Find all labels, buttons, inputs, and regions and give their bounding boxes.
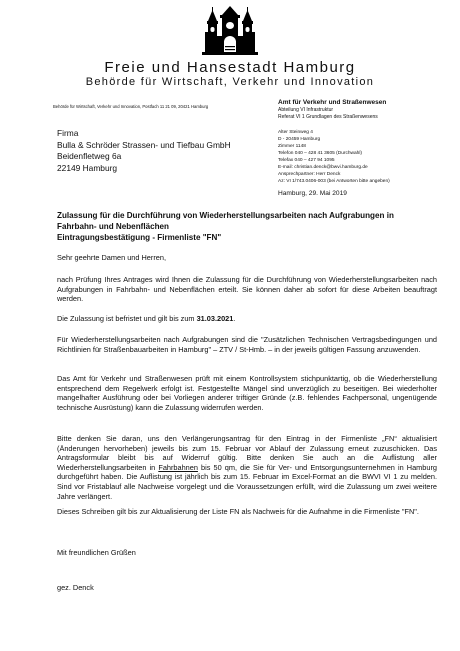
subject-line: Eintragungsbestätigung - Firmenliste "FN" xyxy=(57,233,222,242)
paragraph-6: Dieses Schreiben gilt bis zur Aktualisierung der Liste FN als Nachweis für die Aufnahme in die Firmenliste "FN". xyxy=(57,507,419,516)
recipient-line: 22149 Hamburg xyxy=(57,162,118,173)
paragraph-4: Das Amt für Verkehr und Straßenwesen prüft mit einem Kontrollsystem stichpunktartig, ob die Wiederherstellung entsprechend dem Regelwerk erfolgt ist. Festgestellte Mängel sind unverzüglich zu beseitigen. Bei wiederholter mangelhafter Ausführung oder bei Vorliegen anderer triftiger Gründe (z.B. fehlendes Fachpersonal, ungenügende technische Ausrüstung) kann die Zulassung widerrufen werden. xyxy=(57,374,437,412)
reference-number: Az: VI 1/743.0406-003 (bei Antworten bitte angeben) xyxy=(278,179,390,184)
subject-line: Fahrbahn- und Nebenflächen xyxy=(57,222,169,231)
return-address: Behörde für Wirtschaft, Verkehr und Innovation, Postfach 11 21 09, 20421 Hamburg xyxy=(53,104,209,109)
office-line: Abteilung VI Infrastruktur xyxy=(278,107,334,113)
p2-text: . xyxy=(233,314,236,323)
authority-name: Behörde für Wirtschaft, Verkehr und Innovation xyxy=(85,76,375,88)
p5-text: Bitte denken Sie daran, uns den Verlängerungsantrag für den Eintrag in der Firmenliste „FN“ aktualisiert (Änderungen hervorheben) jeweils bis zum 15. Februar vor Ablauf der Zulassung erneut zuzuschicken. Das Antragsformular bleibt bis auf Widerruf gültig. Bitte denken Sie auch an die Auflistung aller Wiederherstellungsarbeiten in xyxy=(57,434,437,472)
city-name: Freie und Hansestadt Hamburg xyxy=(104,59,356,76)
contact-line: Telefax 040 – 427 94 1095 xyxy=(278,158,335,163)
office-line: Referat VI 1 Grundlagen des Straßenwesens xyxy=(278,113,378,120)
recipient-address xyxy=(57,128,272,174)
subject-line: Zulassung für die Durchführung von Wiederherstellungsarbeiten nach Aufgrabungen in xyxy=(57,211,394,220)
recipient-line: Firma xyxy=(57,128,79,138)
letter-date: Hamburg, 29. Mai 2019 xyxy=(278,190,347,197)
hamburg-castle-emblem-icon xyxy=(202,6,258,58)
office-title: Amt für Verkehr und Straßenwesen xyxy=(278,99,387,106)
paragraph-3: Für Wiederherstellungsarbeiten nach Aufgrabungen sind die "Zusätzlichen Technischen Vertragsbedingungen und Richtlinien für Straßenbauarbeiten in Hamburg" – ZTV / St-Hmb. – in der jeweils gültigen Fassung anzuwenden. xyxy=(57,335,437,354)
p5-text: bis 50 qm, die Sie für Ver- und Entsorgungsunternehmen in Hamburg durchgeführt haben. Die Auflistung ist jährlich bis zum 15. Februar im Excel-Format an die BWVI VI 1 zu melden. Sind vor Fristablauf alle Nachweise vorgelegt und die Voraussetzungen erfüllt, wird die Zulassung um zwei weitere Jahre verlängert. xyxy=(57,462,437,501)
contact-line: Telefon 040 – 428 41 3605 (Durchwahl) xyxy=(278,151,363,156)
contact-line: Zimmer 1148 xyxy=(278,144,306,149)
underlined-word: Fahrbahnen xyxy=(158,462,198,472)
signature: gez. Denck xyxy=(57,583,94,592)
contact-line: Ansprechpartner: Herr Denck xyxy=(278,172,341,177)
paragraph-2 xyxy=(57,314,437,324)
paragraph-5 xyxy=(57,434,437,501)
recipient-line: Beidenfletweg 6a xyxy=(57,151,122,161)
office-block xyxy=(278,99,453,120)
closing: Mit freundlichen Grüßen xyxy=(57,548,136,557)
subject xyxy=(57,210,437,243)
validity-date: 31.03.2021 xyxy=(196,314,234,323)
p2-text: Die Zulassung ist befristet und gilt bis zum xyxy=(57,314,197,323)
salutation: Sehr geehrte Damen und Herren, xyxy=(57,253,166,262)
recipient-line: Bulla & Schröder Strassen- und Tiefbau GmbH xyxy=(57,139,231,150)
contact-line: Alter Steinweg 4 xyxy=(278,130,313,135)
contact-email: E-mail: christian.denck@bwvi.hamburg.de xyxy=(278,165,368,170)
contact-block xyxy=(278,129,458,185)
contact-line: D - 20459 Hamburg xyxy=(278,137,321,142)
paragraph-1: nach Prüfung Ihres Antrages wird Ihnen die Zulassung für die Durchführung von Wiederherstellungsarbeiten nach Aufgrabungen in Fahrbahn- und Nebenflächen erteilt. Sie können daher ab sofort für diese Arbeiten beauftragt werden. xyxy=(57,275,437,304)
